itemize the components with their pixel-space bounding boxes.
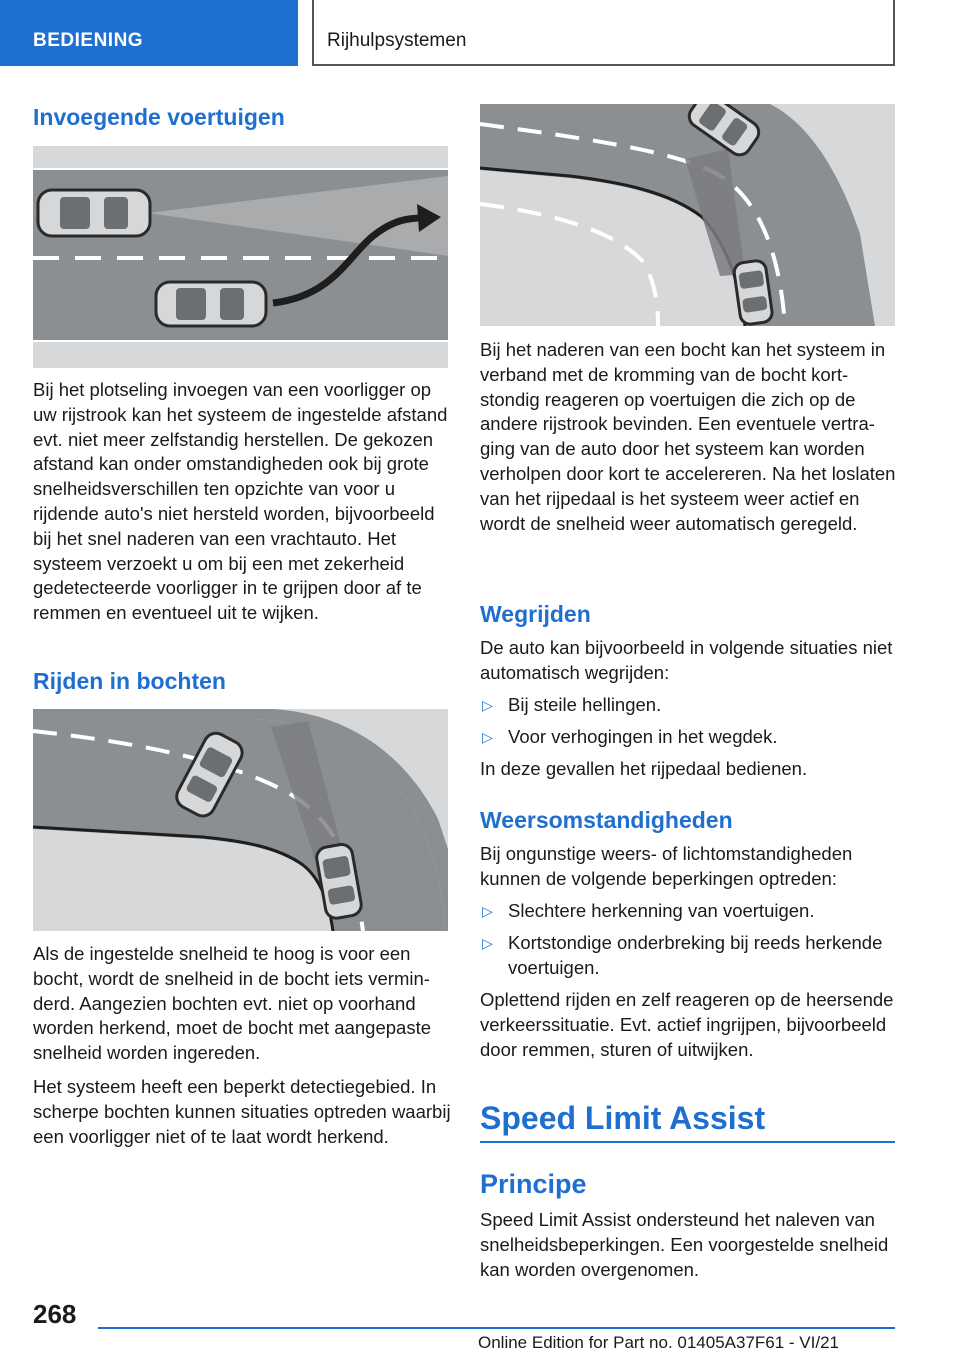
footer-rule: [98, 1327, 895, 1329]
illustration-curve-right: [480, 104, 895, 326]
paragraph-drive-off: De auto kan bijvoorbeeld in volgende situaties niet automatisch wegrijden:: [480, 637, 893, 683]
heading-drive-off: Wegrijden: [480, 601, 591, 627]
paragraph-curves-2: Het systeem heeft een beperkt detectiegebied. In scherpe bochten kunnen situaties optreden waarbij een voorligger niet of te laat wordt herkend.: [33, 1076, 451, 1147]
paragraph-drive-off-after: In deze gevallen het rijpedaal bedienen.: [480, 758, 808, 779]
heading-principle: Principe: [480, 1169, 587, 1199]
chapter-title: Rijhulpsystemen: [327, 30, 467, 51]
heading-merging-vehicles: Invoegende voertuigen: [33, 104, 285, 130]
list-item: ▷ Kortstondige onderbreking bij reeds herkende voertuigen.: [482, 931, 883, 978]
paragraph-merging: Bij het plotseling invoegen van een voorligger op uw rijstrook kan het systeem de ingestelde afstand evt. niet meer zelfstandig herstellen. De gekozen afstand kan onder omstandigheden ook bij grote snelheidsverschillen ten opzichte van voor u rijdende auto's niet hersteld worden, bijvoorbeeld bij het snel naderen van een vrachtauto. Het systeem verzoekt u om bij een met zekerheid gedetecteerde voorligger in te grijpen door af te remmen en eventueel uit te wijken.: [33, 379, 448, 624]
heading-curves: Rijden in bochten: [33, 668, 226, 694]
paragraph-weather: Bij ongunstige weers- of lichtomstandigheden kunnen de volgende beperkingen optreden:: [480, 843, 853, 889]
heading-underline: [480, 1141, 895, 1143]
triangle-bullet-icon: ▷: [482, 934, 493, 951]
section-title: BEDIENING: [33, 30, 144, 51]
triangle-bullet-icon: ▷: [482, 903, 493, 919]
illustration-curve-left: [33, 709, 448, 931]
list-weather: [480, 899, 895, 980]
triangle-bullet-icon: ▷: [482, 728, 493, 745]
paragraph-weather-after: Oplettend rijden en zelf reageren op de heersende verkeerssituatie. Evt. actief ingrijpen, bijvoorbeeld door remmen, sturen of uitwijken.: [480, 989, 894, 1060]
page-number: 268: [33, 1299, 77, 1329]
list-drive-off: [480, 693, 895, 750]
chapter-tab: [312, 0, 895, 66]
heading-weather: Weersomstandigheden: [480, 807, 733, 833]
triangle-bullet-icon: ▷: [482, 697, 493, 713]
list-item: ▷ Bij steile hellingen.: [480, 693, 895, 718]
list-item: ▷ Slechtere herkenning van voertuigen.: [480, 899, 895, 924]
page-header: [0, 0, 960, 66]
paragraph-curves-1: Als de ingestelde snelheid te hoog is voor een bocht, wordt de snelheid in de bocht iets verminderd. Aangezien bochten evt. niet op voorhand worden herkend, moet de bocht met aangepaste snelheid worden ingereden.: [33, 943, 432, 1064]
paragraph-approach-curve: Bij het naderen van een bocht kan het systeem in verband met de kromming van de bocht kortstondig reageren op voertuigen die zich op de andere rijstrook bevinden. Een eventuele vertraging van de auto door het systeem kan worden verholpen door kort te accelereren. Na het loslaten van het rijpedaal is het systeem weer actief en wordt de snelheid weer automatisch geregeld.: [480, 339, 896, 534]
section-tab: [0, 0, 298, 66]
paragraph-principle: Speed Limit Assist ondersteund het naleven van snelheidsbeperkingen. Een voorgestelde snelheid kan worden overgenomen.: [480, 1209, 889, 1280]
illustration-merging-vehicle: [33, 146, 448, 368]
heading-speed-limit-assist: Speed Limit Assist: [480, 1100, 766, 1136]
footer-edition: Online Edition for Part no. 01405A37F61 - VI/21: [478, 1333, 840, 1352]
list-item: ▷ Voor verhogingen in het wegdek.: [480, 725, 895, 750]
